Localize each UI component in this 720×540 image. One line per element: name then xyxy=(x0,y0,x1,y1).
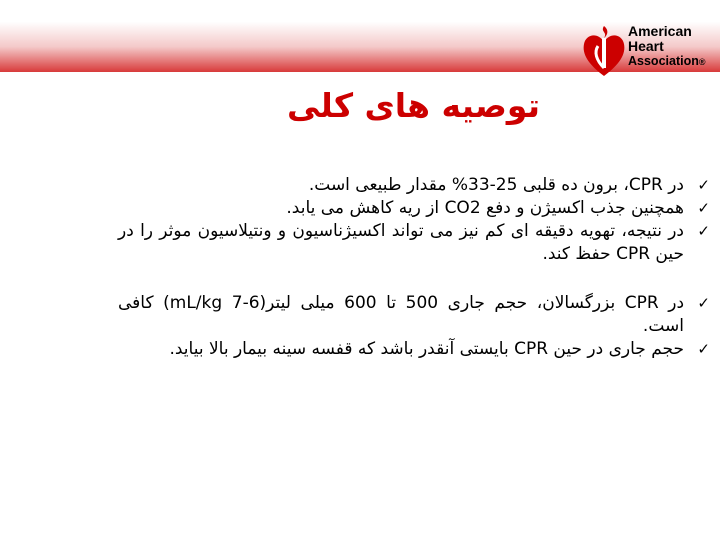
bullet-text: همچنین جذب اکسیژن و دفع CO2 از ریه کاهش می یابد. xyxy=(286,198,684,218)
logo-line-3: Association xyxy=(628,54,699,68)
bullet-item xyxy=(118,197,710,220)
bullet-item xyxy=(118,174,710,197)
logo-line-3-wrap xyxy=(628,54,706,70)
check-icon: ✓ xyxy=(697,222,710,240)
check-icon: ✓ xyxy=(697,176,710,194)
bullet-item xyxy=(118,292,710,338)
bullet-item xyxy=(118,220,710,266)
bullet-list xyxy=(118,174,710,361)
logo-wordmark xyxy=(628,24,706,70)
bullet-text: در نتیجه، تهویه دقیقه ای کم نیز می تواند اکسیژناسیون و ونتیلاسیون موثر را در حین CPR حفظ کند. xyxy=(118,221,684,264)
bullet-item xyxy=(118,338,710,361)
bullet-text: در CPR، برون ده قلبی 25-33% مقدار طبیعی است. xyxy=(308,175,684,195)
check-icon: ✓ xyxy=(697,294,710,312)
aha-logo xyxy=(582,22,712,80)
page-title: توصیه های کلی xyxy=(287,86,540,125)
heart-torch-icon xyxy=(582,24,626,80)
bullet-text: حجم جاری در حین CPR بایستی آنقدر باشد که قفسه سینه بیمار بالا بیاید. xyxy=(169,339,684,359)
bullet-text: در CPR بزرگسالان، حجم جاری 500 تا 600 میلی لیتر(6-7 mL/kg) کافی است. xyxy=(118,293,685,336)
logo-registered-mark: ® xyxy=(698,57,706,67)
check-icon: ✓ xyxy=(697,199,710,217)
check-icon: ✓ xyxy=(697,340,710,358)
logo-line-1: American xyxy=(628,23,692,39)
logo-line-2: Heart xyxy=(628,38,664,54)
